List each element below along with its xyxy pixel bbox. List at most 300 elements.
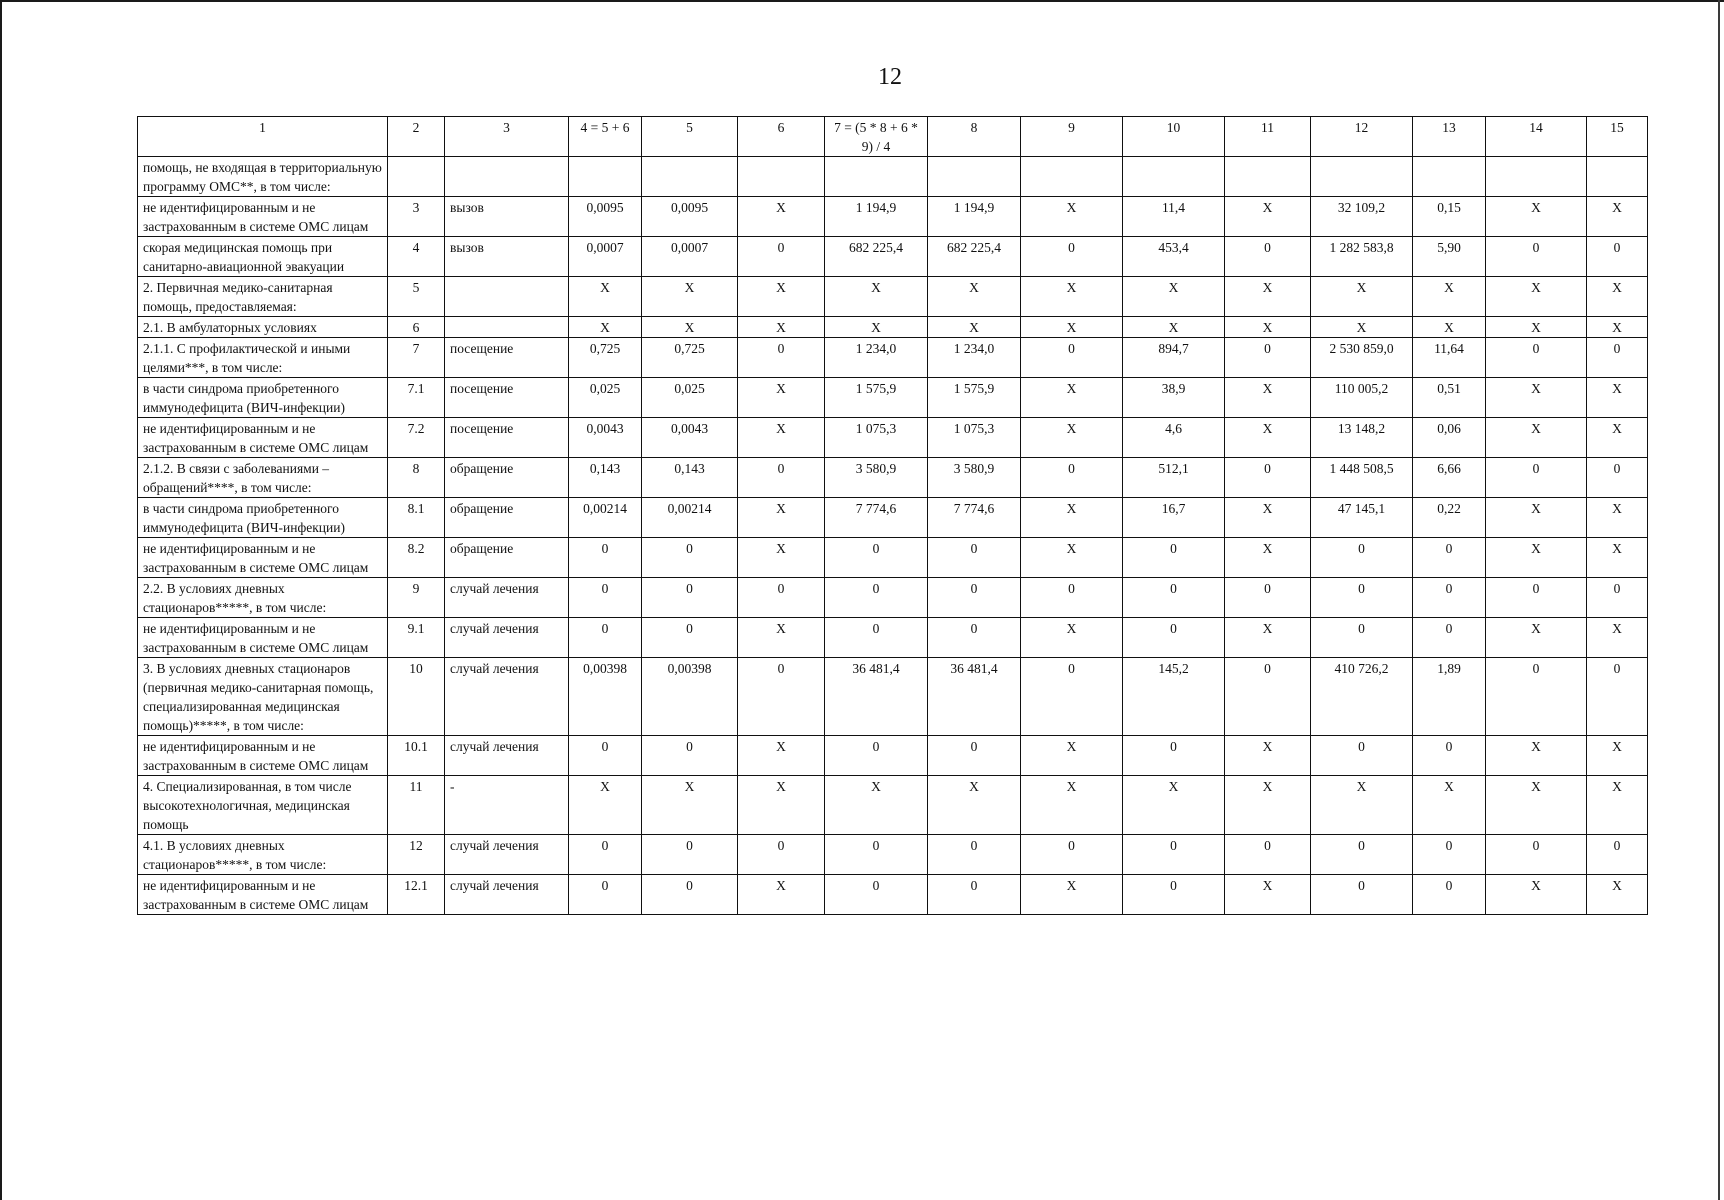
table-cell: X	[738, 498, 825, 538]
table-row	[138, 277, 1648, 317]
table-cell: X	[738, 378, 825, 418]
table-cell: X	[1021, 618, 1123, 658]
table-cell: 0	[1311, 538, 1413, 578]
table-row	[138, 157, 1648, 197]
table-cell: X	[1021, 277, 1123, 317]
row-label: в части синдрома приобретенного иммунодефицита (ВИЧ-инфекции)	[138, 498, 388, 538]
table-row	[138, 875, 1648, 915]
table-cell: X	[825, 776, 928, 835]
table-cell	[1021, 157, 1123, 197]
row-unit: обращение	[445, 458, 569, 498]
table-cell: 0	[1486, 835, 1587, 875]
table-cell: X	[1021, 378, 1123, 418]
row-number: 7.2	[388, 418, 445, 458]
table-row	[138, 776, 1648, 835]
row-unit: вызов	[445, 237, 569, 277]
table-cell: 0	[1413, 736, 1486, 776]
row-label: 3. В условиях дневных стационаров (первичная медико-санитарная помощь, специализированная медицинская помощь)*****, в том числе:	[138, 658, 388, 736]
table-cell: 11,4	[1123, 197, 1225, 237]
table-cell: X	[1587, 498, 1648, 538]
table-cell: 1,89	[1413, 658, 1486, 736]
table-row	[138, 418, 1648, 458]
row-label: скорая медицинская помощь при санитарно-авиационной эвакуации	[138, 237, 388, 277]
table-cell: 47 145,1	[1311, 498, 1413, 538]
table-cell: X	[1587, 197, 1648, 237]
table-row	[138, 736, 1648, 776]
table-row	[138, 538, 1648, 578]
table-cell: X	[1021, 418, 1123, 458]
table-cell: X	[1587, 538, 1648, 578]
table-row	[138, 338, 1648, 378]
table-cell	[1587, 157, 1648, 197]
table-cell: 453,4	[1123, 237, 1225, 277]
table-cell: 0	[1587, 458, 1648, 498]
table-cell: X	[1486, 498, 1587, 538]
table-cell: 0	[1587, 835, 1648, 875]
scan-border-top	[0, 0, 1724, 2]
table-cell: 0	[1021, 338, 1123, 378]
table-cell: 0	[1486, 237, 1587, 277]
table-cell: 0	[569, 875, 642, 915]
table-cell: 1 234,0	[825, 338, 928, 378]
table-cell: X	[825, 277, 928, 317]
row-unit: случай лечения	[445, 736, 569, 776]
table-cell: X	[569, 776, 642, 835]
table-cell: 2 530 859,0	[1311, 338, 1413, 378]
table-cell: 0	[1021, 578, 1123, 618]
row-label: 4. Специализированная, в том числе высокотехнологичная, медицинская помощь	[138, 776, 388, 835]
column-header: 2	[388, 117, 445, 157]
table-cell: X	[1311, 317, 1413, 338]
table-cell: X	[1021, 538, 1123, 578]
table-cell: 0	[825, 578, 928, 618]
row-label: не идентифицированным и не застрахованным в системе ОМС лицам	[138, 418, 388, 458]
table-cell: X	[1225, 776, 1311, 835]
table-cell: 0	[1225, 835, 1311, 875]
table-cell: 0,0043	[569, 418, 642, 458]
scan-border-right	[1718, 0, 1720, 1200]
row-label: не идентифицированным и не застрахованным в системе ОМС лицам	[138, 618, 388, 658]
table-cell: X	[1021, 736, 1123, 776]
table-cell: X	[738, 418, 825, 458]
table-cell: X	[1587, 418, 1648, 458]
table-cell: 32 109,2	[1311, 197, 1413, 237]
table-cell: X	[1311, 776, 1413, 835]
table-cell: X	[1587, 317, 1648, 338]
table-cell: X	[1413, 277, 1486, 317]
table-cell: X	[825, 317, 928, 338]
table-cell	[928, 157, 1021, 197]
table-cell: X	[1021, 875, 1123, 915]
table-cell: 0	[1413, 578, 1486, 618]
table-cell: 1 194,9	[825, 197, 928, 237]
row-unit	[445, 157, 569, 197]
table-cell: X	[928, 317, 1021, 338]
table-cell: 1 575,9	[825, 378, 928, 418]
table-cell: 0,0007	[642, 237, 738, 277]
row-label: не идентифицированным и не застрахованным в системе ОМС лицам	[138, 197, 388, 237]
table-cell: 0	[928, 835, 1021, 875]
table-cell: X	[1486, 875, 1587, 915]
table-cell	[825, 157, 928, 197]
column-header: 7 = (5 * 8 + 6 * 9) / 4	[825, 117, 928, 157]
table-cell: 0,0007	[569, 237, 642, 277]
row-unit: посещение	[445, 378, 569, 418]
table-cell: 0,725	[569, 338, 642, 378]
table-row	[138, 498, 1648, 538]
table-cell: 0	[1587, 237, 1648, 277]
row-number: 12	[388, 835, 445, 875]
table-cell: X	[642, 277, 738, 317]
table-cell: X	[738, 776, 825, 835]
table-cell	[738, 157, 825, 197]
table-cell: 0	[1486, 658, 1587, 736]
table-body	[138, 157, 1648, 915]
table-cell: 0	[569, 736, 642, 776]
table-cell: 0	[1413, 875, 1486, 915]
table-cell: X	[1413, 317, 1486, 338]
table-cell: X	[738, 538, 825, 578]
table-cell: 410 726,2	[1311, 658, 1413, 736]
table-cell: X	[1021, 776, 1123, 835]
table-cell: 0,22	[1413, 498, 1486, 538]
table-cell: 4,6	[1123, 418, 1225, 458]
table-cell: 682 225,4	[928, 237, 1021, 277]
table-cell: 1 282 583,8	[1311, 237, 1413, 277]
table-cell: 0	[642, 618, 738, 658]
table-cell: 0	[928, 578, 1021, 618]
column-header: 4 = 5 + 6	[569, 117, 642, 157]
table-cell: 0	[1413, 538, 1486, 578]
table-cell: 0	[825, 736, 928, 776]
row-label: 2.2. В условиях дневных стационаров*****, в том числе:	[138, 578, 388, 618]
table-cell	[569, 157, 642, 197]
table-cell: 0	[1311, 578, 1413, 618]
table-cell: X	[1225, 317, 1311, 338]
row-unit: случай лечения	[445, 658, 569, 736]
row-number	[388, 157, 445, 197]
table-cell: 0,025	[569, 378, 642, 418]
table-cell: X	[1486, 776, 1587, 835]
table-cell: X	[738, 618, 825, 658]
row-number: 9.1	[388, 618, 445, 658]
table-cell: X	[1486, 277, 1587, 317]
table-cell: X	[1123, 776, 1225, 835]
row-unit: случай лечения	[445, 875, 569, 915]
table-cell: 3 580,9	[928, 458, 1021, 498]
table-cell: 0,00398	[642, 658, 738, 736]
table-cell: X	[1021, 317, 1123, 338]
table-cell: 38,9	[1123, 378, 1225, 418]
table-cell: X	[1587, 776, 1648, 835]
table-cell: 0	[1123, 835, 1225, 875]
table-cell: X	[642, 776, 738, 835]
table-cell: X	[1486, 418, 1587, 458]
table-cell: X	[1225, 277, 1311, 317]
table-cell: X	[1225, 418, 1311, 458]
row-number: 10.1	[388, 736, 445, 776]
table-cell: X	[569, 317, 642, 338]
table-cell: 0	[738, 458, 825, 498]
table-cell: 512,1	[1123, 458, 1225, 498]
table-cell: 0	[1123, 578, 1225, 618]
table-cell: X	[738, 875, 825, 915]
table-cell: X	[928, 776, 1021, 835]
table-cell: 0	[738, 835, 825, 875]
table-cell: 0	[1311, 618, 1413, 658]
row-label: не идентифицированным и не застрахованным в системе ОМС лицам	[138, 538, 388, 578]
table-cell: 0	[642, 875, 738, 915]
table-row	[138, 197, 1648, 237]
row-unit: обращение	[445, 538, 569, 578]
table-cell: 0,06	[1413, 418, 1486, 458]
table-cell: 145,2	[1123, 658, 1225, 736]
table-cell: 0,143	[569, 458, 642, 498]
table-cell: 0	[1413, 618, 1486, 658]
table-cell: X	[1587, 875, 1648, 915]
table-row	[138, 578, 1648, 618]
table-cell: 0	[1225, 578, 1311, 618]
table-row	[138, 835, 1648, 875]
table-header-row	[138, 117, 1648, 157]
table-cell: X	[1123, 277, 1225, 317]
table-cell: X	[738, 317, 825, 338]
table-cell: 36 481,4	[928, 658, 1021, 736]
row-unit	[445, 277, 569, 317]
row-number: 5	[388, 277, 445, 317]
row-unit: случай лечения	[445, 578, 569, 618]
table-cell: X	[1225, 618, 1311, 658]
table-cell: 0	[1225, 237, 1311, 277]
table-cell: X	[1486, 317, 1587, 338]
table-cell: 1 075,3	[825, 418, 928, 458]
data-table	[137, 116, 1648, 915]
table-cell: 894,7	[1123, 338, 1225, 378]
row-label: 2. Первичная медико-санитарная помощь, предоставляемая:	[138, 277, 388, 317]
table-cell: 0	[1123, 538, 1225, 578]
table-cell: 0	[1123, 618, 1225, 658]
table-cell: 0	[738, 338, 825, 378]
table-cell: 0	[1587, 338, 1648, 378]
column-header: 11	[1225, 117, 1311, 157]
table-cell: 0,0043	[642, 418, 738, 458]
row-number: 8.2	[388, 538, 445, 578]
table-cell: 0	[738, 658, 825, 736]
table-cell: 0	[1225, 338, 1311, 378]
table-cell: 0,00214	[642, 498, 738, 538]
table-cell: 13 148,2	[1311, 418, 1413, 458]
table-cell: 0,51	[1413, 378, 1486, 418]
table-cell: 36 481,4	[825, 658, 928, 736]
row-label: помощь, не входящая в территориальную программу ОМС**, в том числе:	[138, 157, 388, 197]
table-cell: 0	[928, 618, 1021, 658]
table-cell: 0	[642, 736, 738, 776]
column-header: 12	[1311, 117, 1413, 157]
row-unit: посещение	[445, 418, 569, 458]
table-cell: X	[1225, 736, 1311, 776]
row-unit: обращение	[445, 498, 569, 538]
table-cell: 0	[1021, 237, 1123, 277]
row-label: в части синдрома приобретенного иммунодефицита (ВИЧ-инфекции)	[138, 378, 388, 418]
row-unit: посещение	[445, 338, 569, 378]
row-number: 10	[388, 658, 445, 736]
table-cell: 0	[1123, 736, 1225, 776]
row-label: 2.1.1. С профилактической и иными целями***, в том числе:	[138, 338, 388, 378]
table-cell: X	[738, 197, 825, 237]
table-cell: X	[1587, 378, 1648, 418]
table-cell: 0	[1486, 578, 1587, 618]
scan-border-left	[0, 0, 2, 1200]
row-label: 2.1. В амбулаторных условиях	[138, 317, 388, 338]
row-label: не идентифицированным и не застрахованным в системе ОМС лицам	[138, 875, 388, 915]
table-cell: 1 448 508,5	[1311, 458, 1413, 498]
table-cell: X	[1486, 736, 1587, 776]
table-cell: 0	[825, 618, 928, 658]
table-cell: 7 774,6	[928, 498, 1021, 538]
table-cell: 0,0095	[569, 197, 642, 237]
table-cell: 0,143	[642, 458, 738, 498]
table-cell: 682 225,4	[825, 237, 928, 277]
column-header: 13	[1413, 117, 1486, 157]
table-cell: 0	[569, 835, 642, 875]
table-cell: 1 234,0	[928, 338, 1021, 378]
table-cell: X	[1486, 538, 1587, 578]
column-header: 6	[738, 117, 825, 157]
table-cell: 0,15	[1413, 197, 1486, 237]
table-cell: 0,025	[642, 378, 738, 418]
table-cell: 0	[1225, 658, 1311, 736]
row-number: 9	[388, 578, 445, 618]
table-cell: 0	[1587, 658, 1648, 736]
row-number: 3	[388, 197, 445, 237]
table-row	[138, 317, 1648, 338]
row-number: 12.1	[388, 875, 445, 915]
row-number: 6	[388, 317, 445, 338]
table-cell	[1225, 157, 1311, 197]
column-header: 15	[1587, 117, 1648, 157]
table-cell: 0	[1021, 458, 1123, 498]
row-unit: случай лечения	[445, 618, 569, 658]
table-cell: 0,00398	[569, 658, 642, 736]
table-cell: 0	[1123, 875, 1225, 915]
table-cell: X	[1225, 498, 1311, 538]
table-cell: 0	[569, 538, 642, 578]
table-cell: X	[1587, 277, 1648, 317]
table-cell: X	[1123, 317, 1225, 338]
table-cell: 11,64	[1413, 338, 1486, 378]
table-cell: 0	[569, 618, 642, 658]
table-cell: X	[569, 277, 642, 317]
row-unit: случай лечения	[445, 835, 569, 875]
table-cell: 110 005,2	[1311, 378, 1413, 418]
table-cell: X	[642, 317, 738, 338]
table-cell: X	[1413, 776, 1486, 835]
table-row	[138, 658, 1648, 736]
table-cell: 0	[1311, 875, 1413, 915]
table-cell: X	[1225, 378, 1311, 418]
table-cell: 0	[1225, 458, 1311, 498]
column-header: 14	[1486, 117, 1587, 157]
table-cell: X	[1021, 498, 1123, 538]
table-cell: 0	[825, 875, 928, 915]
row-number: 7	[388, 338, 445, 378]
table-cell: 0	[1311, 835, 1413, 875]
column-header: 8	[928, 117, 1021, 157]
table-cell: 16,7	[1123, 498, 1225, 538]
table-cell: 0	[825, 538, 928, 578]
table-cell: X	[1311, 277, 1413, 317]
table-cell: 0,0095	[642, 197, 738, 237]
row-number: 8	[388, 458, 445, 498]
table-cell: 5,90	[1413, 237, 1486, 277]
row-unit: -	[445, 776, 569, 835]
column-header: 10	[1123, 117, 1225, 157]
table-cell: X	[1225, 875, 1311, 915]
row-label: не идентифицированным и не застрахованным в системе ОМС лицам	[138, 736, 388, 776]
row-number: 4	[388, 237, 445, 277]
table-cell: 0	[1021, 835, 1123, 875]
table-cell: 0	[928, 538, 1021, 578]
table-row	[138, 458, 1648, 498]
table-cell: X	[1587, 618, 1648, 658]
column-header: 9	[1021, 117, 1123, 157]
table-cell: X	[1486, 197, 1587, 237]
table-row	[138, 237, 1648, 277]
table-cell: 0	[738, 578, 825, 618]
table-cell: X	[1225, 197, 1311, 237]
table-cell: 0	[1486, 338, 1587, 378]
table-cell: 6,66	[1413, 458, 1486, 498]
table-cell: 0	[928, 736, 1021, 776]
table-cell: X	[1225, 538, 1311, 578]
column-header: 3	[445, 117, 569, 157]
table-cell	[1123, 157, 1225, 197]
table-cell: 0	[1486, 458, 1587, 498]
table-cell: 0	[928, 875, 1021, 915]
table-cell: 0	[642, 835, 738, 875]
column-header: 1	[138, 117, 388, 157]
table-cell	[1311, 157, 1413, 197]
table-cell: 0	[642, 538, 738, 578]
table-cell: 0	[738, 237, 825, 277]
table-cell: 0	[1021, 658, 1123, 736]
table-cell: X	[1486, 378, 1587, 418]
table-cell: 0,725	[642, 338, 738, 378]
table-cell: 0	[642, 578, 738, 618]
table-cell: 0,00214	[569, 498, 642, 538]
table-row	[138, 618, 1648, 658]
table-cell: 3 580,9	[825, 458, 928, 498]
row-label: 2.1.2. В связи с заболеваниями – обращений****, в том числе:	[138, 458, 388, 498]
column-header: 5	[642, 117, 738, 157]
page-number: 12	[878, 64, 902, 90]
table-cell: X	[1486, 618, 1587, 658]
table-cell: 0	[1311, 736, 1413, 776]
table-cell: X	[738, 736, 825, 776]
table-cell: 0	[825, 835, 928, 875]
row-number: 8.1	[388, 498, 445, 538]
row-number: 7.1	[388, 378, 445, 418]
table-cell: 0	[569, 578, 642, 618]
table-cell	[1413, 157, 1486, 197]
table-cell: X	[738, 277, 825, 317]
table-cell: 0	[1587, 578, 1648, 618]
table-cell: X	[928, 277, 1021, 317]
table-cell: 1 194,9	[928, 197, 1021, 237]
table-row	[138, 378, 1648, 418]
row-unit: вызов	[445, 197, 569, 237]
table-cell: 1 075,3	[928, 418, 1021, 458]
